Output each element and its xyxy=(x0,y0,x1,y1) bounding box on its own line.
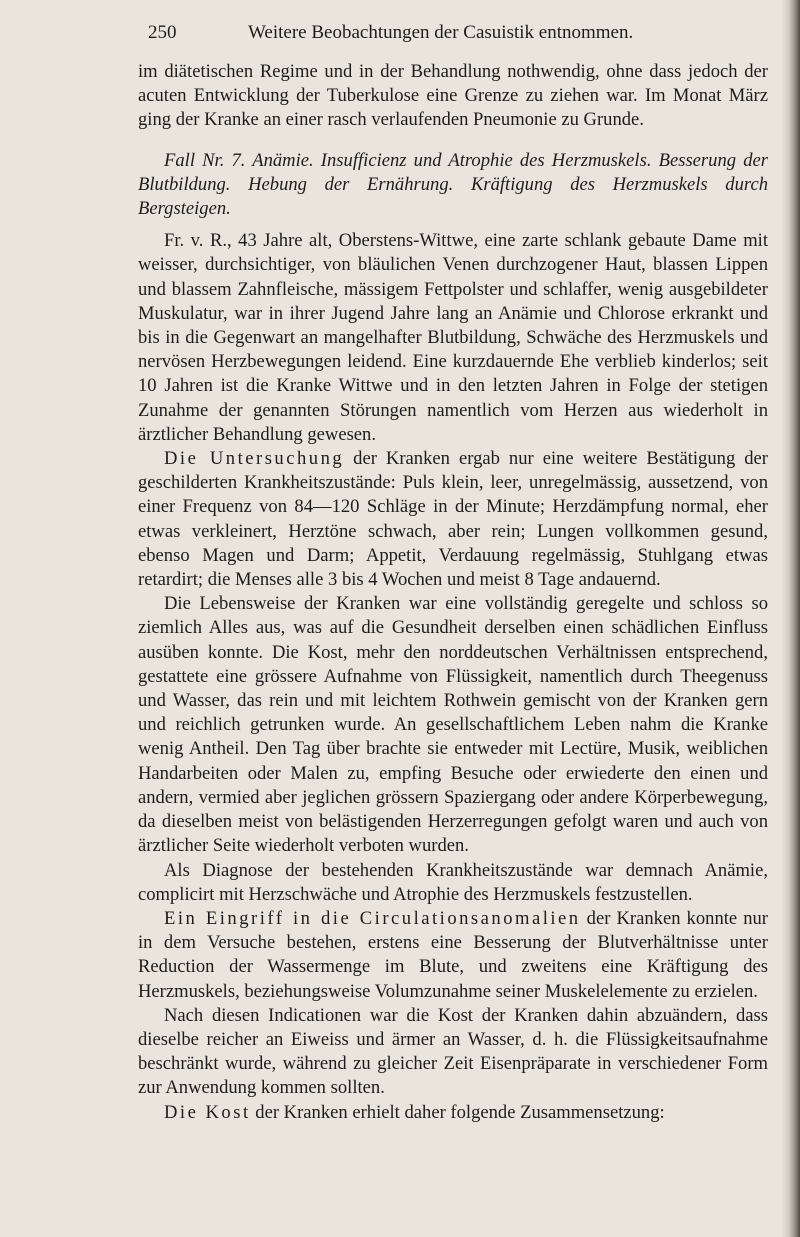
page-number: 250 xyxy=(148,22,177,43)
page-edge-shadow xyxy=(782,0,800,1237)
paragraph-examination xyxy=(138,447,768,592)
spaced-emphasis: Die Kost xyxy=(164,1101,251,1123)
running-title: Weitere Beobachtungen der Casuistik entnommen. xyxy=(248,22,634,43)
paragraph-text: der Kranken konnte nur in dem Versuche bestehen, erstens eine Besserung der Blutverhältnisse unter Reduction der Wassermenge im Blute, und zweitens eine Kräftigung des Herzmuskels, beziehungsweise Volumzunahme seiner Muskelelemente zu erzielen. xyxy=(138,907,769,1002)
case-heading: Fall Nr. 7. Anämie. Insufficienz und Atrophie des Herzmuskels. Besserung der Blutbildung. Hebung der Ernährung. Kräftigung des Herzmuskels durch Bergsteigen. xyxy=(138,149,768,220)
paragraph-diet xyxy=(138,1101,768,1125)
spaced-emphasis: Ein Eingriff in die Circulationsanomalien xyxy=(164,907,581,929)
paragraph-patient-history: Fr. v. R., 43 Jahre alt, Oberstens-Wittwe, eine zarte schlank gebaute Dame mit weisser, durchsichtiger, von bläulichen Venen durchzogener Haut, blassen Lippen und blassem Zahnfleische, mässigem Fettpolster und schlaffer, wenig ausgebildeter Muskulatur, war in ihrer Jugend Jahre lang an Anämie und Chlorose erkrankt und bis in die Gegenwart an mangelhafter Blutbildung, Schwäche des Herzmuskels und nervösen Herzbewegungen leidend. Eine kurzdauernde Ehe verblieb kinderlos; seit 10 Jahren ist die Kranke Wittwe und in den letzten Jahren in Folge der stetigen Zunahme der genannten Störungen namentlich vom Herzen aus wiederholt in ärztlicher Behandlung gewesen. xyxy=(138,230,768,445)
paragraph-intervention xyxy=(138,907,768,1004)
paragraph-text: der Kranken erhielt daher folgende Zusammensetzung: xyxy=(250,1101,665,1123)
paragraph-text: der Kranken ergab nur eine weitere Bestätigung der geschilderten Krankheitszustände: Puls klein, leer, unregelmässig, aussetzend, von einer Frequenz von 84—120 Schläge in der Minute; Herzdämpfung normal, eher etwas verkleinert, Herztöne schwach, aber rein; Lungen vollkommen gesund, ebenso Magen und Darm; Appetit, Verdauung regelmässig, Stuhlgang etwas retardirt; die Menses alle 3 bis 4 Wochen und meist 8 Tage andauernd. xyxy=(138,448,768,591)
page-body xyxy=(138,60,768,1125)
paragraph-lifestyle: Die Lebensweise der Kranken war eine vollständig geregelte und schloss so ziemlich Alles aus, was auf die Gesundheit derselben einen schädlichen Einfluss ausüben konnte. Die Kost, mehr den norddeutschen Verhältnissen entsprechend, gestattete eine grössere Aufnahme von Flüssigkeit, namentlich durch Theegenuss und Wasser, das rein und mit leichtem Rothwein gemischt von der Kranken gern und reichlich getrunken wurde. An gesellschaftlichem Leben nahm die Kranke wenig Antheil. Den Tag über brachte sie entweder mit Lectüre, Musik, weiblichen Handarbeiten oder Malen zu, empfing Besuche oder erwiederte den einen und andern, vermied aber jeglichen grössern Spaziergang oder andere Körperbewegung, da dieselben meist von belästigenden Herzerregungen gefolgt waren und auch von ärztlicher Seite wiederholt verboten wurden. xyxy=(138,593,768,857)
spaced-emphasis: Die Untersuchung xyxy=(164,448,345,470)
paragraph-diagnosis: Als Diagnose der bestehenden Krankheitszustände war demnach Anämie, complicirt mit Herzschwäche und Atrophie des Herzmuskels festzustellen. xyxy=(138,859,768,905)
paragraph-indications: Nach diesen Indicationen war die Kost der Kranken dahin abzuändern, dass dieselbe reicher an Eiweiss und ärmer an Wasser, d. h. die Flüssigkeitsaufnahme beschränkt wurde, während zu gleicher Zeit Eisenpräparate in verschiedener Form zur Anwendung kommen sollten. xyxy=(138,1004,768,1099)
running-header xyxy=(148,20,668,46)
paragraph-continuation: im diätetischen Regime und in der Behandlung nothwendig, ohne dass jedoch der acuten Entwicklung der Tuberkulose eine Grenze zu ziehen war. Im Monat März ging der Kranke an einer rasch verlaufenden Pneumonie zu Grunde. xyxy=(138,61,768,131)
